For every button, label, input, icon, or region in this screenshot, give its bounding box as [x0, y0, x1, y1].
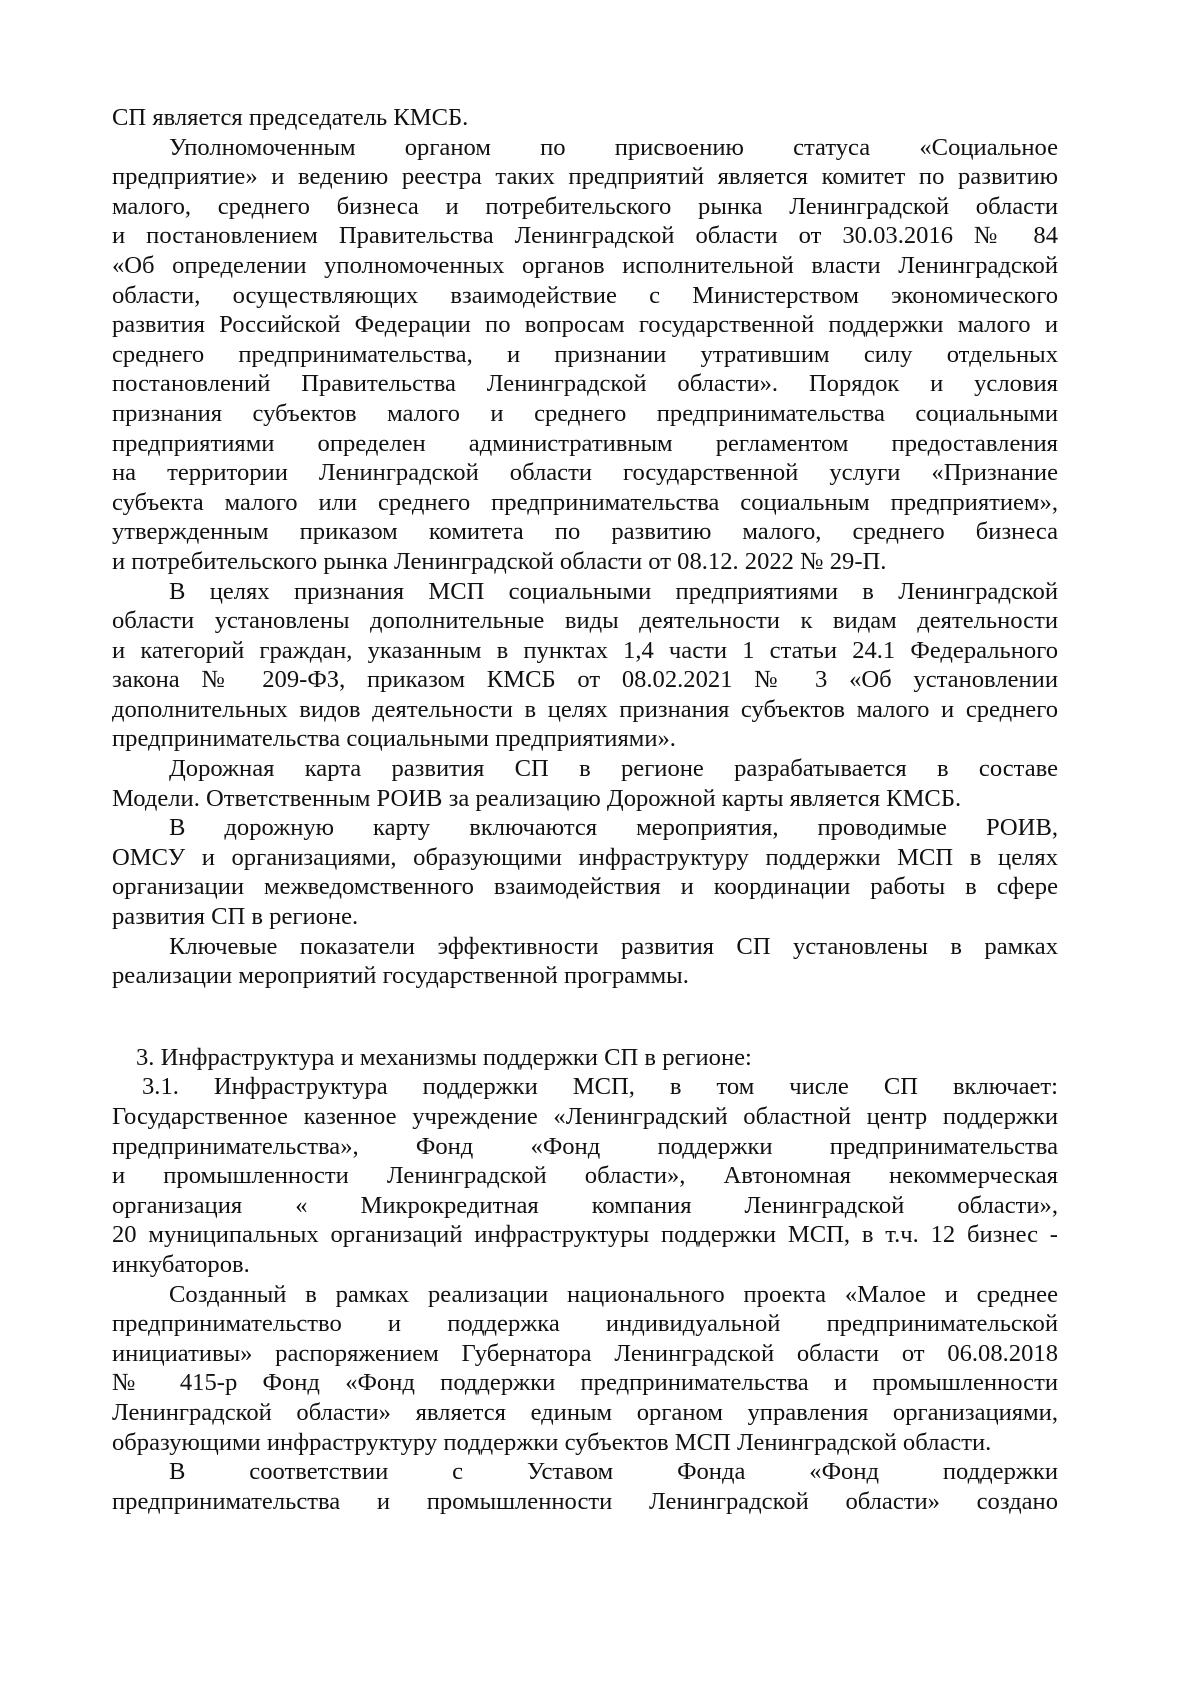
text-line: ОМСУ и организациями, образующими инфраструктуру поддержки МСП в целях [112, 843, 1058, 871]
document-page [112, 103, 1058, 1516]
text-line: Уполномоченным органом по присвоению статуса «Социальное [169, 133, 1058, 161]
text-line: Ленинградской области» является единым органом управления организациями, [112, 1398, 1058, 1426]
text-line: реализации мероприятий государственной программы. [112, 962, 689, 990]
text-line: малого, среднего бизнеса и потребительского рынка Ленинградской области [112, 192, 1058, 220]
text-line: утвержденным приказом комитета по развитию малого, среднего бизнеса [112, 518, 1058, 546]
paragraph [112, 813, 1058, 931]
section-body [112, 1072, 1058, 1516]
text-line: предприятие» и ведению реестра таких предприятий является комитет по развитию [112, 163, 1058, 191]
text-line: В целях признания МСП социальными предприятиями в Ленинградской [169, 577, 1058, 605]
text-line: «Об определении уполномоченных органов исполнительной власти Ленинградской [112, 251, 1058, 279]
text-line: дополнительных видов деятельности в целях признания субъектов малого и среднего [112, 695, 1058, 723]
text-line: Созданный в рамках реализации национального проекта «Малое и среднее [169, 1280, 1058, 1308]
text-line: 20 муниципальных организаций инфраструктуры поддержки МСП, в т.ч. 12 бизнес - [112, 1221, 1058, 1249]
text-line: 3.1. Инфраструктура поддержки МСП, в том числе СП включает: [142, 1073, 1058, 1101]
section-spacer [112, 991, 1058, 1043]
text-line: СП является председатель КМСБ. [112, 104, 469, 131]
paragraph [112, 932, 1058, 991]
text-line: организация « Микрокредитная компания Ленинградской области», [112, 1191, 1058, 1219]
text-line: и категорий граждан, указанным в пунктах 1,4 части 1 статьи 24.1 Федерального [112, 636, 1058, 664]
text-line: Дорожная карта развития СП в регионе разрабатывается в составе [169, 755, 1058, 783]
text-line: Модели. Ответственным РОИВ за реализацию Дорожной карты является КМСБ. [112, 784, 962, 812]
text-line: В дорожную карту включаются мероприятия, проводимые РОИВ, [169, 814, 1058, 842]
text-line: Ключевые показатели эффективности развития СП установлены в рамках [169, 932, 1058, 960]
text-line: предпринимательства», Фонд «Фонд поддержки предпринимательства [112, 1132, 1058, 1160]
text-line: и потребительского рынка Ленинградской области от 08.12. 2022 № 29-П. [112, 547, 887, 575]
text-line: предприятиями определен административным регламентом предоставления [112, 429, 1058, 457]
text-line: инициативы» распоряжением Губернатора Ленинградской области от 06.08.2018 [112, 1339, 1058, 1367]
text-line: Государственное казенное учреждение «Ленинградский областной центр поддержки [112, 1103, 1058, 1130]
text-line: субъекта малого или среднего предпринимательства социальным предприятием», [112, 488, 1058, 516]
paragraph [112, 103, 1058, 133]
text-line: постановлений Правительства Ленинградской области». Порядок и условия [112, 370, 1058, 398]
text-line: и постановлением Правительства Ленинградской области от 30.03.2016 № 84 [112, 222, 1058, 250]
text-line: развития Российской Федерации по вопросам государственной поддержки малого и [112, 311, 1058, 339]
paragraph [112, 577, 1058, 755]
text-line: развития СП в регионе. [112, 903, 359, 931]
text-line: признания субъектов малого и среднего предпринимательства социальными [112, 399, 1058, 427]
text-line: предпринимательства и промышленности Ленинградской области» создано [112, 1487, 1058, 1515]
text-line: № 415-р Фонд «Фонд поддержки предпринимательства и промышленности [112, 1369, 1058, 1397]
text-line: предпринимательство и поддержка индивидуальной предпринимательской [112, 1310, 1058, 1338]
text-line: В соответствии с Уставом Фонда «Фонд поддержки [169, 1458, 1058, 1486]
text-line: среднего предпринимательства, и признании утратившим силу отдельных [112, 340, 1058, 368]
paragraph [112, 133, 1058, 577]
text-line: области, осуществляющих взаимодействие с Министерством экономического [112, 281, 1058, 309]
text-line: на территории Ленинградской области государственной услуги «Признание [112, 459, 1058, 487]
text-line: образующими инфраструктуру поддержки субъектов МСП Ленинградской области. [112, 1428, 992, 1456]
text-line: и промышленности Ленинградской области», Автономная некоммерческая [112, 1162, 1058, 1190]
paragraph [112, 1280, 1058, 1458]
paragraph [112, 1072, 1058, 1279]
document-body [112, 103, 1058, 991]
text-line: области установлены дополнительные виды деятельности к видам деятельности [112, 607, 1058, 635]
text-line: организации межведомственного взаимодействия и координации работы в сфере [112, 873, 1058, 901]
paragraph [112, 754, 1058, 813]
text-line: закона № 209-ФЗ, приказом КМСБ от 08.02.2021 № 3 «Об установлении [112, 666, 1058, 694]
paragraph [112, 1457, 1058, 1516]
section-heading: 3. Инфраструктура и механизмы поддержки СП в регионе: [136, 1043, 752, 1071]
text-line: инкубаторов. [112, 1250, 250, 1278]
text-line: предпринимательства социальными предприятиями». [112, 725, 676, 753]
